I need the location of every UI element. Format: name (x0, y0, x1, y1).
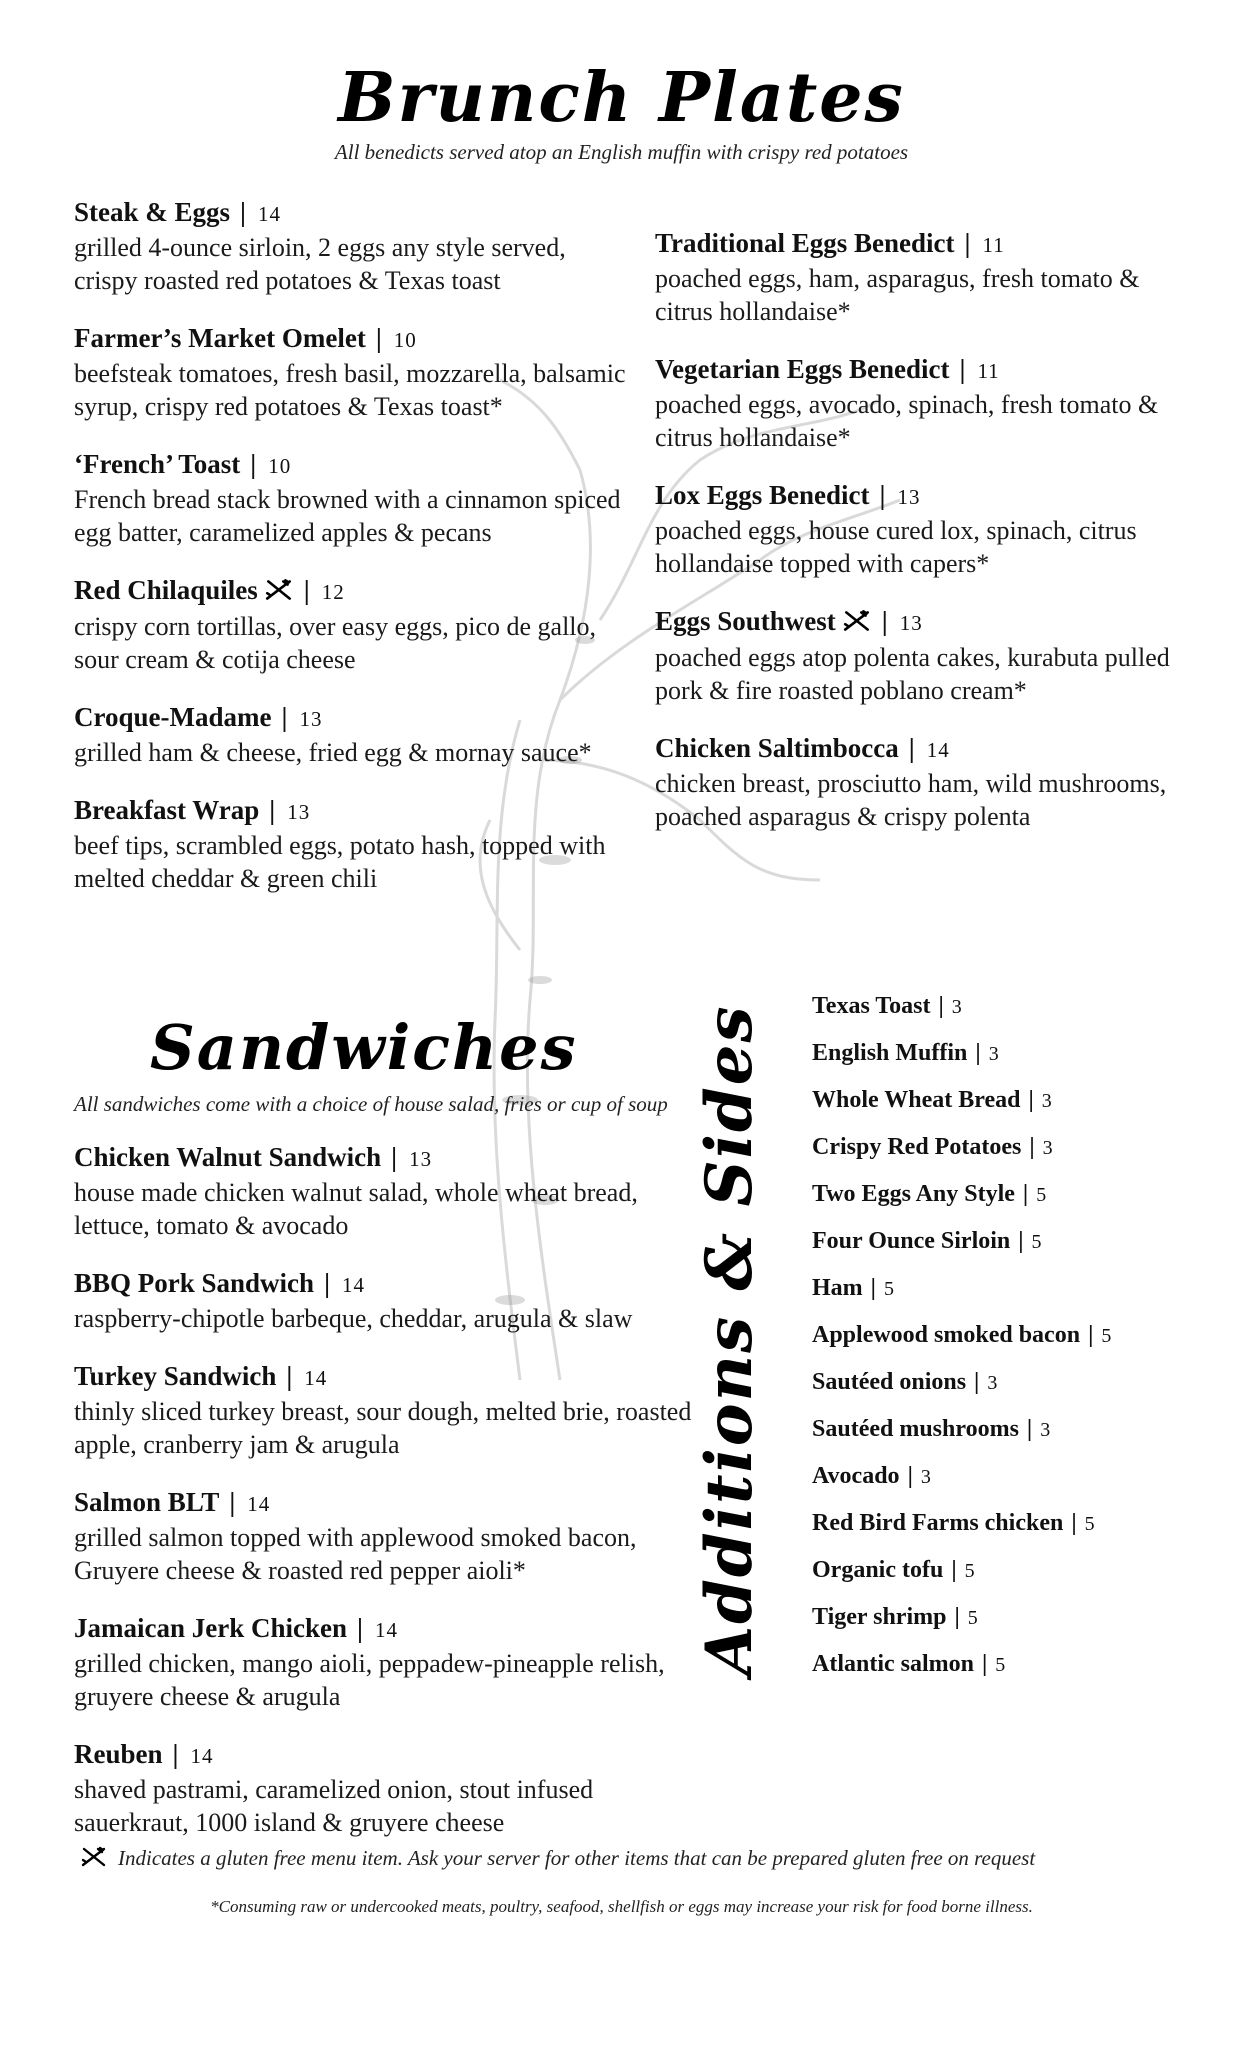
menu-item-name: ‘French’ Toast (74, 449, 241, 479)
menu-item-price: 12 (321, 580, 345, 604)
menu-item-header (74, 447, 634, 483)
menu-item-price: 10 (393, 328, 417, 352)
price-divider: | (938, 993, 944, 1019)
menu-item-name: BBQ Pork Sandwich (74, 1268, 315, 1298)
menu-item-name: Eggs Southwest (655, 606, 836, 636)
menu-item (655, 604, 1200, 707)
menu-item-price: 13 (287, 799, 311, 824)
menu-item-description: grilled ham & cheese, fried egg & mornay sauce* (74, 737, 592, 767)
menu-item (74, 321, 634, 423)
side-item-name: Red Bird Farms chicken (812, 1510, 1064, 1536)
side-item-name: Avocado (812, 1463, 900, 1489)
side-item (812, 1601, 1232, 1648)
side-item-price: 5 (1084, 1513, 1095, 1535)
menu-item (655, 478, 1200, 580)
price-divider: | (954, 1604, 960, 1630)
side-item (812, 1037, 1232, 1084)
menu-item-name: Vegetarian Eggs Benedict (655, 354, 950, 384)
brunch-title: Brunch Plates (338, 58, 905, 138)
side-item-name: Applewood smoked bacon (812, 1322, 1081, 1348)
menu-item (74, 447, 634, 549)
menu-item-description: crispy corn tortillas, over easy eggs, pico de gallo, sour cream & cotija cheese (74, 611, 597, 674)
menu-item-price: 13 (897, 485, 921, 509)
price-divider: | (964, 228, 971, 258)
side-item-price: 5 (995, 1654, 1006, 1676)
menu-item-header (655, 226, 1200, 262)
menu-item-price: 14 (304, 1366, 328, 1390)
side-item-name: Sautéed mushrooms (812, 1416, 1019, 1442)
menu-item-name: Traditional Eggs Benedict (655, 228, 955, 258)
sides-title: Additions & Sides (692, 1004, 767, 1676)
side-item (812, 1131, 1232, 1178)
menu-item-name: Reuben (74, 1739, 163, 1769)
menu-item-name: Jamaican Jerk Chicken (74, 1613, 347, 1643)
menu-item-price: 13 (409, 1147, 433, 1171)
menu-item-description: poached eggs, avocado, spinach, fresh tomato & citrus hollandaise* (655, 390, 1159, 452)
menu-item-name: Red Chilaquiles (74, 575, 258, 605)
price-divider: | (908, 732, 915, 763)
menu-item-header (74, 1266, 714, 1302)
price-divider: | (1071, 1510, 1077, 1536)
menu-item-description: French bread stack browned with a cinnamon spiced egg batter, caramelized apples & pecans (74, 485, 621, 547)
menu-item (74, 1611, 714, 1713)
side-item-price: 3 (951, 996, 962, 1018)
menu-item-description: grilled salmon topped with applewood smoked bacon, Gruyere cheese & roasted red pepper aioli* (74, 1523, 637, 1585)
menu-item-name: Steak & Eggs (74, 197, 231, 227)
side-item-name: Four Ounce Sirloin (812, 1228, 1011, 1254)
price-divider: | (879, 480, 886, 510)
gluten-free-icon (80, 1846, 108, 1874)
sandwiches-title: Sandwiches (150, 1011, 578, 1084)
side-item (812, 1460, 1232, 1507)
menu-item-description: beefsteak tomatoes, fresh basil, mozzarella, balsamic syrup, crispy red potatoes & Texas toast* (74, 359, 626, 421)
menu-item (74, 700, 634, 769)
price-divider: | (1029, 1134, 1035, 1160)
side-item-price: 5 (1031, 1231, 1042, 1253)
menu-item-name: Lox Eggs Benedict (655, 480, 870, 510)
side-item-name: English Muffin (812, 1040, 968, 1066)
menu-item (74, 573, 634, 676)
side-item-name: Crispy Red Potatoes (812, 1134, 1022, 1160)
sandwiches-column (74, 1140, 714, 1863)
side-item-name: Tiger shrimp (812, 1604, 947, 1630)
price-divider: | (172, 1739, 179, 1769)
menu-item (74, 1485, 714, 1587)
menu-item-description: grilled 4-ounce sirloin, 2 eggs any style served, crispy roasted red potatoes & Texas toast (74, 233, 566, 295)
price-divider: | (229, 1487, 236, 1517)
price-divider: | (959, 354, 966, 384)
price-divider: | (974, 1369, 980, 1395)
side-item-name: Atlantic salmon (812, 1651, 974, 1677)
menu-item (74, 1737, 714, 1839)
side-item-name: Ham (812, 1275, 863, 1301)
menu-item (655, 731, 1200, 833)
food-safety-disclaimer: *Consuming raw or undercooked meats, poultry, seafood, shellfish or eggs may increase your risk for food borne illness. (210, 1897, 1033, 1916)
menu-item-header (74, 1737, 714, 1773)
side-item-name: Whole Wheat Bread (812, 1087, 1021, 1113)
price-divider: | (324, 1268, 331, 1298)
side-item (812, 1507, 1232, 1554)
side-item-name: Two Eggs Any Style (812, 1181, 1015, 1207)
menu-item-header (655, 604, 1200, 641)
side-item (812, 1272, 1232, 1319)
price-divider: | (1028, 1087, 1034, 1113)
side-item-name: Organic tofu (812, 1557, 944, 1583)
side-item-price: 5 (883, 1278, 894, 1300)
price-divider: | (281, 701, 288, 732)
menu-item-header (74, 1611, 714, 1647)
menu-item-name: Salmon BLT (74, 1487, 220, 1517)
menu-item-description: chicken breast, prosciutto ham, wild mushrooms, poached asparagus & crispy polenta (655, 768, 1167, 831)
menu-item-price: 13 (299, 706, 323, 731)
brunch-left-column (74, 195, 634, 919)
gluten-free-icon (842, 607, 872, 641)
price-divider: | (303, 575, 310, 605)
side-item (812, 1413, 1232, 1460)
price-divider: | (975, 1040, 981, 1066)
menu-item-description: poached eggs, house cured lox, spinach, citrus hollandaise topped with capers* (655, 516, 1137, 578)
side-item-price: 5 (1036, 1184, 1047, 1206)
menu-item-description: raspberry-chipotle barbeque, cheddar, arugula & slaw (74, 1304, 633, 1333)
price-divider: | (870, 1275, 876, 1301)
sides-list (812, 990, 1232, 1695)
side-item-price: 5 (1101, 1325, 1112, 1347)
menu-item-header (74, 195, 634, 231)
side-item (812, 1319, 1232, 1366)
side-item-price: 3 (1042, 1137, 1053, 1159)
price-divider: | (1018, 1228, 1024, 1254)
menu-item-description: house made chicken walnut salad, whole wheat bread, lettuce, tomato & avocado (74, 1178, 638, 1240)
menu-item-price: 14 (247, 1492, 271, 1516)
menu-item-name: Chicken Walnut Sandwich (74, 1142, 382, 1172)
menu-item-name: Farmer’s Market Omelet (74, 323, 366, 353)
gluten-free-note-text: Indicates a gluten free menu item. Ask your server for other items that can be prepared gluten free on request (118, 1846, 1036, 1870)
menu-item-header (74, 793, 634, 829)
menu-item-price: 13 (899, 611, 923, 635)
brunch-subtitle: All benedicts served atop an English muffin with crispy red potatoes (334, 140, 909, 164)
price-divider: | (269, 794, 276, 825)
side-item (812, 1554, 1232, 1601)
menu-item (655, 352, 1200, 454)
price-divider: | (357, 1613, 363, 1643)
brunch-right-column (655, 226, 1200, 857)
side-item (812, 1648, 1232, 1695)
sandwiches-subtitle: All sandwiches come with a choice of house salad, fries or cup of soup (74, 1092, 668, 1116)
menu-item (74, 1266, 714, 1335)
price-divider: | (286, 1361, 293, 1391)
side-item-price: 3 (988, 1043, 999, 1065)
price-divider: | (250, 449, 257, 479)
menu-item-price: 14 (257, 202, 281, 226)
price-divider: | (1022, 1181, 1029, 1207)
side-item-name: Texas Toast (812, 993, 931, 1019)
price-divider: | (907, 1463, 913, 1489)
menu-item-description: shaved pastrami, caramelized onion, stout infused sauerkraut, 1000 island & gruyere cheese (74, 1775, 594, 1837)
menu-item (655, 226, 1200, 328)
menu-item (74, 195, 634, 297)
menu-item-name: Croque-Madame (74, 701, 272, 732)
menu-item-price: 10 (268, 454, 292, 478)
menu-item-description: beef tips, scrambled eggs, potato hash, topped with melted cheddar & green chili (74, 830, 606, 893)
side-item-price: 5 (967, 1607, 978, 1629)
menu-item-price: 11 (977, 359, 1000, 383)
menu-item (74, 793, 634, 895)
menu-item-price: 14 (374, 1618, 398, 1642)
menu-item-description: thinly sliced turkey breast, sour dough, melted brie, roasted apple, cranberry jam & arugula (74, 1397, 692, 1459)
side-item (812, 1084, 1232, 1131)
menu-item-description: grilled chicken, mango aioli, peppadew-pineapple relish, gruyere cheese & arugula (74, 1649, 665, 1711)
side-item (812, 1225, 1232, 1272)
menu-item-price: 14 (342, 1273, 366, 1297)
price-divider: | (391, 1142, 398, 1172)
menu-item-header (655, 478, 1200, 514)
menu-item-header (74, 1359, 714, 1395)
menu-item-price: 11 (982, 233, 1005, 257)
side-item (812, 1366, 1232, 1413)
menu-item-description: poached eggs atop polenta cakes, kurabuta pulled pork & fire roasted poblano cream* (655, 642, 1170, 705)
menu-item-header (655, 731, 1200, 767)
price-divider: | (1088, 1322, 1094, 1348)
side-item (812, 990, 1232, 1037)
menu-item-header (74, 700, 634, 736)
menu-item-name: Breakfast Wrap (74, 794, 260, 825)
gluten-free-icon (264, 576, 294, 610)
price-divider: | (240, 197, 246, 227)
price-divider: | (951, 1557, 957, 1583)
side-item (812, 1178, 1232, 1225)
side-item-price: 3 (1040, 1419, 1051, 1441)
side-item-price: 3 (1041, 1090, 1052, 1112)
gluten-free-note (80, 1846, 1035, 1874)
side-item-price: 3 (987, 1372, 998, 1394)
menu-item-header (74, 321, 634, 357)
side-item-price: 5 (964, 1560, 975, 1582)
menu-item-header (655, 352, 1200, 388)
price-divider: | (982, 1651, 988, 1677)
menu-item-price: 14 (190, 1744, 214, 1768)
menu-item-header (74, 573, 634, 610)
menu-item-header (74, 1140, 714, 1176)
menu-item (74, 1140, 714, 1242)
menu-item-price: 14 (926, 737, 950, 762)
price-divider: | (1026, 1416, 1033, 1442)
menu-item-header (74, 1485, 714, 1521)
menu-item (74, 1359, 714, 1461)
menu-item-name: Turkey Sandwich (74, 1361, 277, 1391)
menu-item-description: poached eggs, ham, asparagus, fresh tomato & citrus hollandaise* (655, 264, 1140, 326)
side-item-name: Sautéed onions (812, 1369, 967, 1395)
menu-item-name: Chicken Saltimbocca (655, 732, 899, 763)
price-divider: | (375, 323, 382, 353)
price-divider: | (881, 606, 888, 636)
side-item-price: 3 (920, 1466, 931, 1488)
